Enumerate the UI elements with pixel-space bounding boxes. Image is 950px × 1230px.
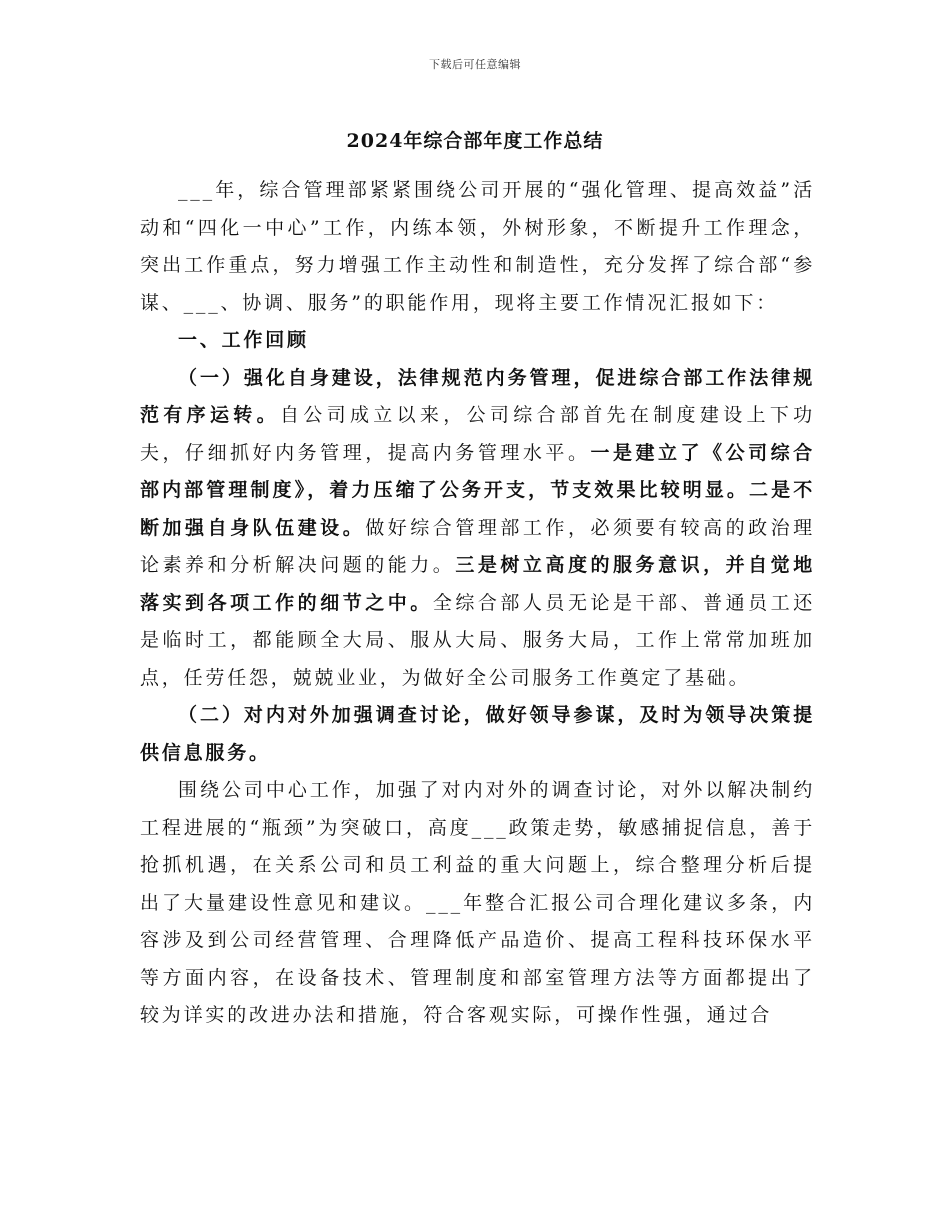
item1-paragraph [140,360,815,698]
item1-text2: 做好综合管理部工作，必须要有较高的政治理论素养和分析解决问题的能力。 [140,516,815,576]
item1-point3: 三是树立高度的服务意识，并自觉地落实到各项工作的细节之中。 [140,554,815,614]
item1-text3: 全综合部人员无论是干部、普通员工还是临时工，都能顾全大局、服从大局、服务大局，工作上常常加班加点，任劳任怨，兢兢业业，为做好全公司服务工作奠定了基础。 [140,591,815,689]
document-title: 2024年综合部年度工作总结 [346,130,604,152]
item1-heading: （一）强化自身建设，法律规范内务管理，促进综合部工作法律规范有序运转。 [140,366,815,426]
item2-paragraph: 围绕公司中心工作，加强了对内对外的调查讨论，对外以解决制约工程进展的“瓶颈”为突破口，高度___政策走势，敏感捕捉信息，善于抢抓机遇，在关系公司和员工利益的重大问题上，综合整理分析后提出了大量建设性意见和建议。___年整合汇报公司合理化建议多条，内容涉及到公司经营管理、合理降低产品造价、提高工程科技环保水平等方面内容，在设备技术、管理制度和部室管理方法等方面都提出了较为详实的改进办法和措施，符合客观实际，可操作性强，通过合 [140,779,815,1026]
item1-point2: 二是不断加强自身队伍建设。 [140,479,815,539]
section-heading-review: 一、工作回顾 [178,329,309,351]
document-body [140,172,815,1035]
intro-paragraph: ___年，综合管理部紧紧围绕公司开展的“强化管理、提高效益”活动和“四化一中心”工作，内练本领，外树形象，不断提升工作理念，突出工作重点，努力增强工作主动性和制造性，充分发挥了综合部“参谋、___、协调、服务”的职能作用，现将主要工作情况汇报如下： [140,179,815,314]
item1-point1: 一是建立了《公司综合部内部管理制度》，着力压缩了公务开支，节支效果比较明显。 [140,441,815,501]
header-note: 下载后可任意编辑 [429,58,521,71]
item2-heading: （二）对内对外加强调查讨论，做好领导参谋，及时为领导决策提供信息服务。 [140,704,815,764]
item1-text1: 自公司成立以来，公司综合部首先在制度建设上下功夫，仔细抓好内务管理，提高内务管理水平。 [140,404,815,464]
